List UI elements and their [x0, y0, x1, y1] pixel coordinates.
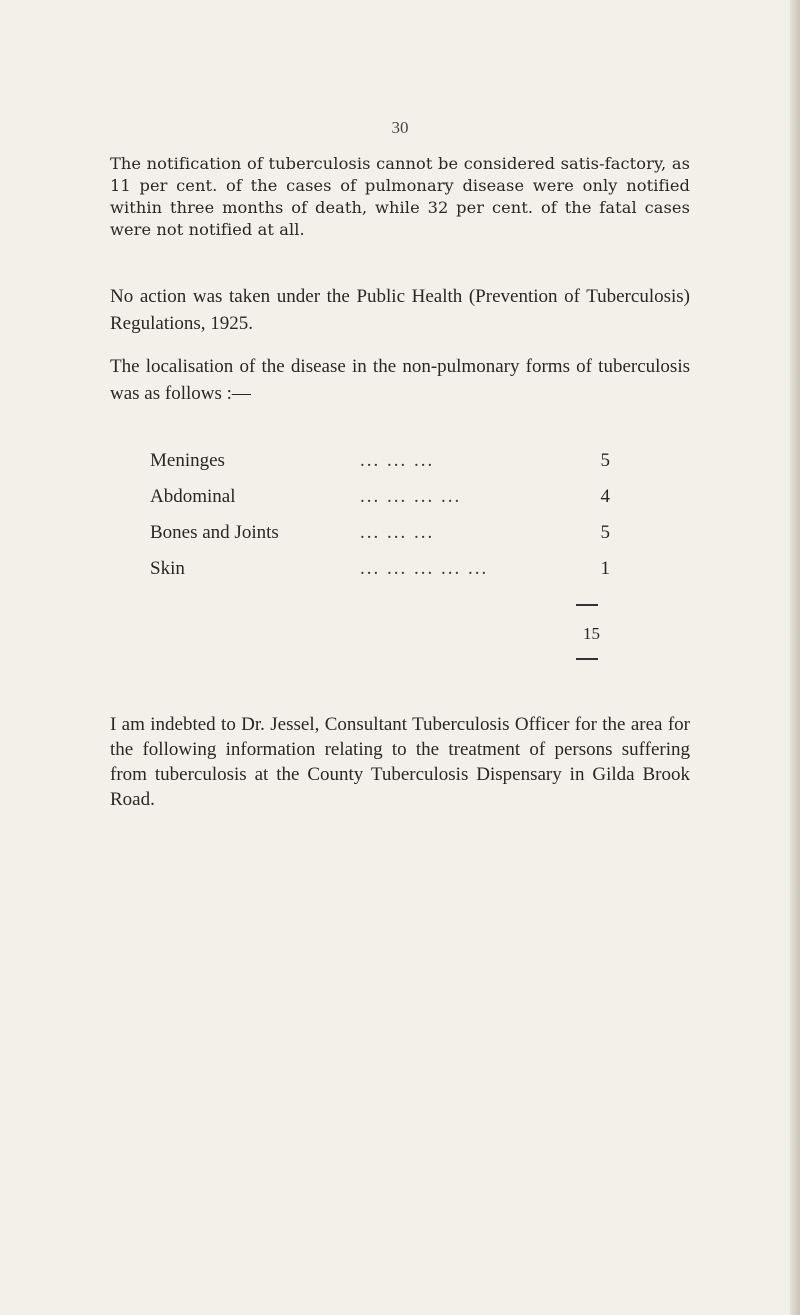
row-label: Skin [150, 558, 185, 579]
row-value: 5 [600, 522, 610, 543]
localisation-table [150, 450, 610, 594]
paragraph-acknowledgement: I am indebted to Dr. Jessel, Consultant Tuberculosis Officer for the area for the following information relating to the treatment of persons suffering from tuberculosis at the County Tuberculosis Dispensary in Gilda Brook Road. [110, 714, 690, 810]
row-value: 4 [600, 486, 610, 507]
row-leader: ... ... ... [360, 450, 435, 471]
table-row [150, 486, 610, 522]
table-row [150, 558, 610, 594]
row-leader: ... ... ... ... ... [360, 558, 489, 579]
table-total: 15 [583, 624, 600, 643]
row-value: 1 [600, 558, 610, 579]
row-value: 5 [600, 450, 610, 471]
table-row [150, 450, 610, 486]
row-label: Meninges [150, 450, 225, 471]
page-edge [790, 0, 800, 1315]
paragraph-regulations: No action was taken under the Public Health (Prevention of Tuberculosis) Regulations, 1925. [110, 286, 690, 334]
row-label: Bones and Joints [150, 522, 279, 543]
total-rule-top [576, 604, 598, 606]
table-row [150, 522, 610, 558]
row-leader: ... ... ... ... [360, 486, 462, 507]
total-rule-bottom [576, 658, 598, 660]
row-leader: ... ... ... [360, 522, 435, 543]
paragraph-notification: The notification of tuberculosis cannot be considered satis-factory, as 11 per cent. of the cases of pulmonary disease were only notified within three months of death, while 32 per cent. of the fatal cases were not notified at all. [110, 154, 690, 239]
row-label: Abdominal [150, 486, 236, 507]
paragraph-localisation: The localisation of the disease in the non-pulmonary forms of tuberculosis was as follows :— [110, 356, 690, 404]
page-number: 30 [391, 118, 409, 137]
